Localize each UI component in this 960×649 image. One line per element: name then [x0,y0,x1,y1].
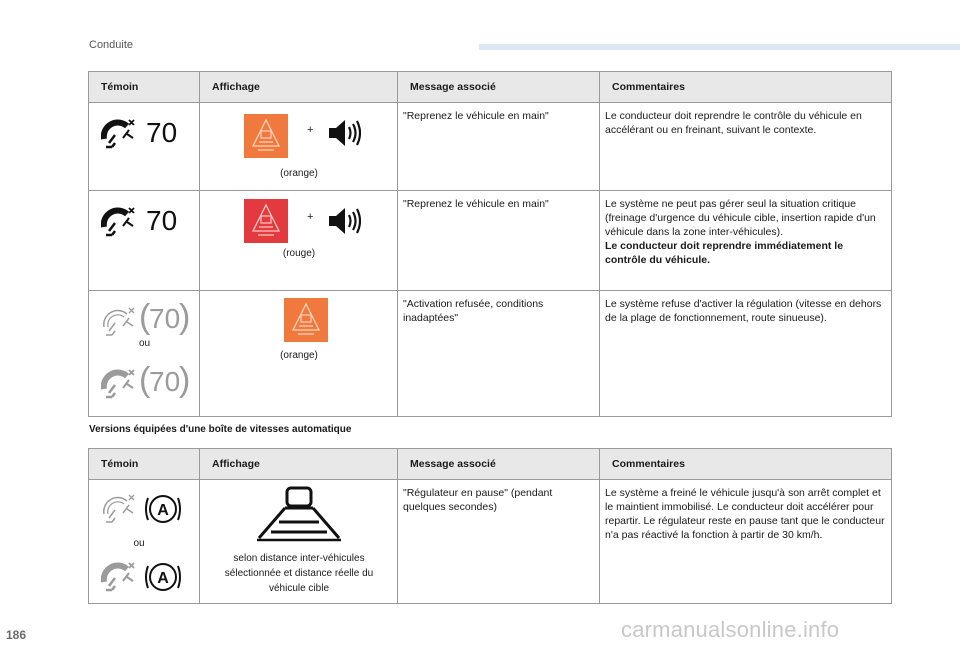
badge-letter: A [157,570,169,587]
section-title: Conduite [89,39,134,51]
or-label: ou [133,538,145,549]
table-row [89,291,892,417]
subsection-title: Versions équipées d'une boîte de vitesses automatique [89,424,352,435]
affichage-cell [200,103,398,191]
affichage-cell [200,191,398,291]
badge-letter: A [157,502,169,519]
table-row [89,103,892,191]
or-label: ou [138,338,151,349]
comment-cell [600,191,892,291]
speedometer-gray-icon [101,560,135,594]
display-caption: (rouge) [282,248,316,259]
set-speed: 70 [149,303,181,334]
auto-hold-icon [144,560,182,594]
comment-cell [600,291,892,417]
header-temoin: Témoin [89,449,200,480]
affichage-cell [200,480,398,604]
header-commentaires: Commentaires [600,449,892,480]
message-cell [398,191,600,291]
display-caption: selon distance inter-véhicules sélectionnée et distance réelle du véhicule cible [224,553,374,594]
table-header-row [89,449,892,480]
message-cell [398,103,600,191]
table-header-row [89,72,892,103]
table-row [89,191,892,291]
speedometer-outline-icon [101,492,135,526]
set-speed: 70 [146,205,178,236]
header-commentaires: Commentaires [600,72,892,103]
associated-message: "Régulateur en pause" (pendant quelques secondes) [403,487,553,513]
speaker-icon [327,116,361,150]
speaker-icon [327,204,361,238]
close-paren-icon: ) [179,298,191,336]
automatic-gearbox-table [88,448,892,604]
temoin-cell [89,191,200,291]
header-message: Message associé [398,72,600,103]
section-bar [479,44,960,50]
header-message: Message associé [398,449,600,480]
comment-text: Le système refuse d'activer la régulation (vitesse en dehors de la plage de fonctionnement, route sinueuse). [605,298,882,324]
comment-bold-text: Le conducteur doit reprendre immédiatement le contrôle du véhicule. [605,240,844,266]
plus-sign: + [307,211,314,223]
close-paren-icon: ) [179,361,191,399]
header-affichage: Affichage [200,449,398,480]
display-caption: (orange) [280,168,318,179]
open-paren-icon: ( [139,298,151,336]
temoin-cell [89,291,200,417]
temoin-cell [89,480,200,604]
set-speed: 70 [146,117,178,148]
collision-alert-icon [244,199,288,243]
plus-sign: + [307,124,314,136]
header-temoin: Témoin [89,72,200,103]
open-paren-icon: ( [139,361,151,399]
speedometer-outline-icon [101,305,135,339]
watermark: carmanualsonline.info [621,617,840,642]
comment-text: Le système ne peut pas gérer seul la situation critique (freinage d'urgence du véhicule cible, insertion rapide d'un véhicule dans la zone inter-véhicules). [605,198,876,238]
collision-warning-icon [284,298,328,342]
comment-cell [600,480,892,604]
distance-display-icon [255,486,343,542]
speedometer-gray-icon [101,367,135,401]
associated-message: "Activation refusée, conditions inadaptées" [403,298,544,324]
message-cell [398,291,600,417]
associated-message: "Reprenez le véhicule en main" [403,110,549,122]
comment-text: Le conducteur doit reprendre le contrôle du véhicule en accélérant ou en freinant, suivant le contexte. [605,110,862,136]
set-speed: 70 [149,366,181,397]
page-number: 186 [6,628,27,642]
auto-hold-icon [144,492,182,526]
speedometer-icon [101,117,135,151]
collision-warning-icon [244,114,288,158]
display-caption: (orange) [280,350,318,361]
comment-cell [600,103,892,191]
speedometer-icon [101,205,135,239]
temoin-cell [89,103,200,191]
comment-text: Le système a freiné le véhicule jusqu'à son arrêt complet et le maintient immobilisé. Le conducteur doit accélérer pour repartir. Le régulateur reste en pause tant que le conducteur n'a pas réactivé la fonction à partir de 30 km/h. [605,487,885,541]
table-row [89,480,892,604]
affichage-cell [200,291,398,417]
message-cell [398,480,600,604]
header-affichage: Affichage [200,72,398,103]
warning-table [88,71,892,417]
associated-message: "Reprenez le véhicule en main" [403,198,549,210]
